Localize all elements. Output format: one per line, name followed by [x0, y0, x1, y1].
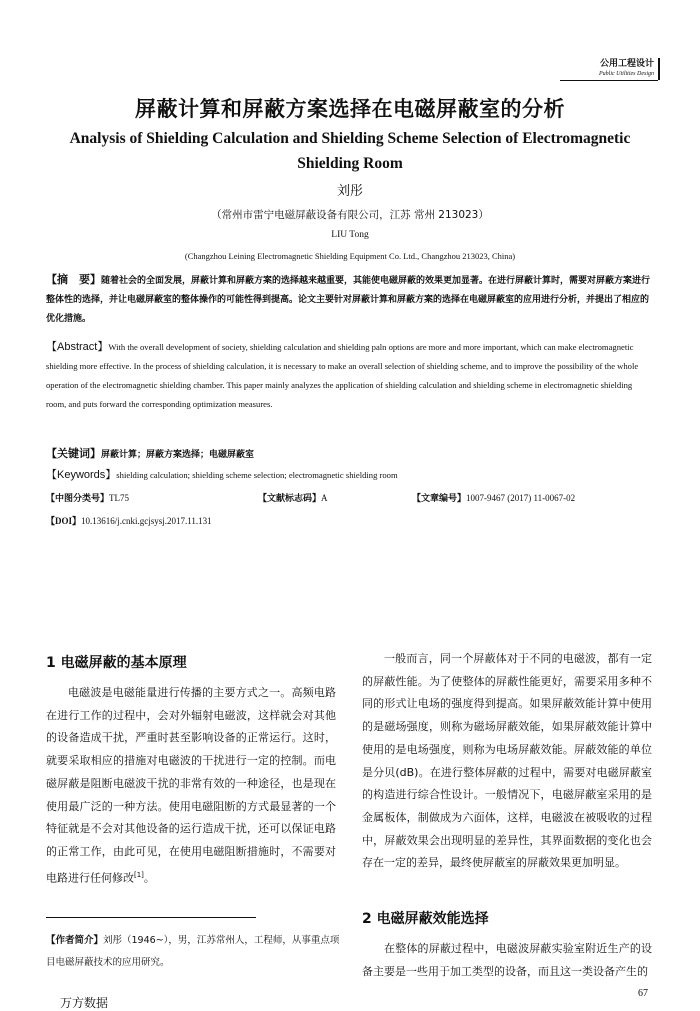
abstract-en: [46, 338, 654, 414]
abstract-zh: [46, 270, 654, 329]
author-zh: 刘彤: [336, 184, 363, 199]
doc-code-label: 【文献标志码】: [258, 493, 322, 503]
author-note-label: 【作者简介】: [46, 935, 104, 946]
clc-entry: [46, 490, 129, 506]
keywords-zh-label: 【关键词】: [46, 447, 101, 460]
right-paragraph-1: 一般而言，同一个屏蔽体对于不同的电磁波，都有一定的屏蔽性能。为了使整体的屏蔽性能更好，需要采用多种不同的形式让电场的强度得到提高。如果屏蔽效能计算中使用的是磁场强度，则称为磁场屏蔽效能，如果屏蔽效能计算中使用的是电场强度，则称为电场屏蔽效能。屏蔽效能的单位是分贝(dB)。在进行整体屏蔽的过程中，需要对电磁屏蔽室的构造进行综合性设计。一般情况下，电磁屏蔽室采用的是金属板体，制做成为六面体，这样，电磁波在被吸收的过程中，屏蔽效果会出现明显的差异性，其界面数据的变化也会存在一定的差异，最终使屏蔽室的屏蔽效果更加明显。: [362, 652, 652, 870]
title-zh: 屏蔽计算和屏蔽方案选择在电磁屏蔽室的分析: [135, 97, 565, 121]
journal-name-zh: 公用工程设计: [599, 59, 654, 69]
affiliation-en: (Changzhou Leining Electromagnetic Shielding Equipment Co. Ltd., Changzhou 213023, China): [184, 251, 516, 261]
doc-code-value: A: [321, 493, 328, 503]
section-2-body: [362, 938, 652, 983]
affiliation-zh: （常州市雷宁电磁屏蔽设备有限公司，江苏 常州 213023）: [211, 209, 489, 221]
article-number-entry: [412, 490, 575, 506]
abstract-en-label: 【Abstract】: [46, 341, 109, 353]
section-1-paragraph: [46, 682, 336, 890]
author-note: [46, 930, 346, 974]
section-2-paragraph: 在整体的屏蔽过程中，电磁波屏蔽实验室附近生产的设备主要是一些用于加工类型的设备，而且这一类设备产生的: [362, 942, 652, 978]
keywords-zh: [46, 446, 654, 463]
section-1-text-end: 。: [143, 871, 155, 885]
doi-value: 10.13616/j.cnki.gcjsysj.2017.11.131: [81, 516, 212, 526]
author-en: LIU Tong: [331, 230, 369, 240]
article-number-value: 1007-9467 (2017) 11-0067-02: [466, 493, 576, 503]
abstract-en-text: With the overall development of society, shielding calculation and shielding paln options are more and more important, which can make electromagnetic shielding more effective. In the process of shielding calculation, it is necessary to make an overall selection of shielding scheme, and to improve the possibility of the whole operation of the electromagnetic shielding chamber. This paper mainly analyzes the application of shielding calculation and shielding scheme in electromagnetic shielding room, and puts forward the corresponding optimization measures.: [46, 342, 639, 409]
footnote-rule: [46, 917, 256, 918]
doi-line: [46, 513, 654, 529]
keywords-en: [46, 467, 654, 483]
journal-rule: [560, 80, 658, 81]
author-note-text: 刘彤（1946~），男，江苏常州人，工程师，从事重点项目电磁屏蔽技术的应用研究。: [46, 935, 340, 968]
classification-row: [46, 490, 654, 506]
keywords-en-text: shielding calculation; shielding scheme selection; electromagnetic shielding room: [116, 470, 398, 480]
title-en: Analysis of Shielding Calculation and Shielding Scheme Selection of Electromagnetic Shielding Room: [69, 130, 631, 172]
clc-value: TL75: [109, 493, 130, 503]
keywords-zh-text: 屏蔽计算；屏蔽方案选择；电磁屏蔽室: [101, 450, 255, 460]
article-number-label: 【文章编号】: [412, 493, 467, 503]
journal-name-en: Public Utilities Design: [599, 71, 654, 77]
doi-label: 【DOI】: [46, 516, 82, 526]
page-number: 67: [638, 988, 648, 999]
abstract-zh-text: 随着社会的全面发展，屏蔽计算和屏蔽方案的选择越来越重要，其能使电磁屏蔽的效果更加显著。在进行屏蔽计算时，需要对屏蔽方案进行整体性的选择，并让电磁屏蔽室的整体操作的可能性得到提高。论文主要针对屏蔽计算和屏蔽方案的选择在电磁屏蔽室的应用进行分析，并提出了相应的优化措施。: [46, 276, 651, 324]
section-1-text: 电磁波是电磁能量进行传播的主要方式之一。高频电路在进行工作的过程中，会对外辐射电磁波，这样就会对其他的设备造成干扰，严重时甚至影响设备的正常运行。这时，就要采取相应的措施对电磁波的干扰进行一定的控制。而电磁屏蔽是阻断电磁波干扰的非常有效的一种途径，也是现在使用最广泛的一种方法。使用电磁阻断的方式最显著的一个特征就是不会对其他设备的运行造成干扰，还可以保证电路的正常工作，由此可见，在使用电磁阻断措施时，不需要对电路进行任何修改: [46, 686, 336, 885]
section-1-body: [46, 682, 336, 890]
clc-label: 【中图分类号】: [46, 493, 110, 503]
journal-bar: [658, 58, 660, 80]
abstract-zh-label: 【摘 要】: [46, 273, 101, 286]
right-column-body: [362, 648, 652, 875]
section-1-heading: 1 电磁屏蔽的基本原理: [46, 655, 187, 671]
section-2-heading: 2 电磁屏蔽效能选择: [362, 911, 489, 927]
watermark: 万方数据: [60, 996, 109, 1010]
keywords-en-label: 【Keywords】: [46, 469, 117, 481]
doc-code-entry: [258, 490, 328, 506]
journal-header: [599, 58, 654, 79]
section-1-citation: [1]: [134, 870, 144, 879]
